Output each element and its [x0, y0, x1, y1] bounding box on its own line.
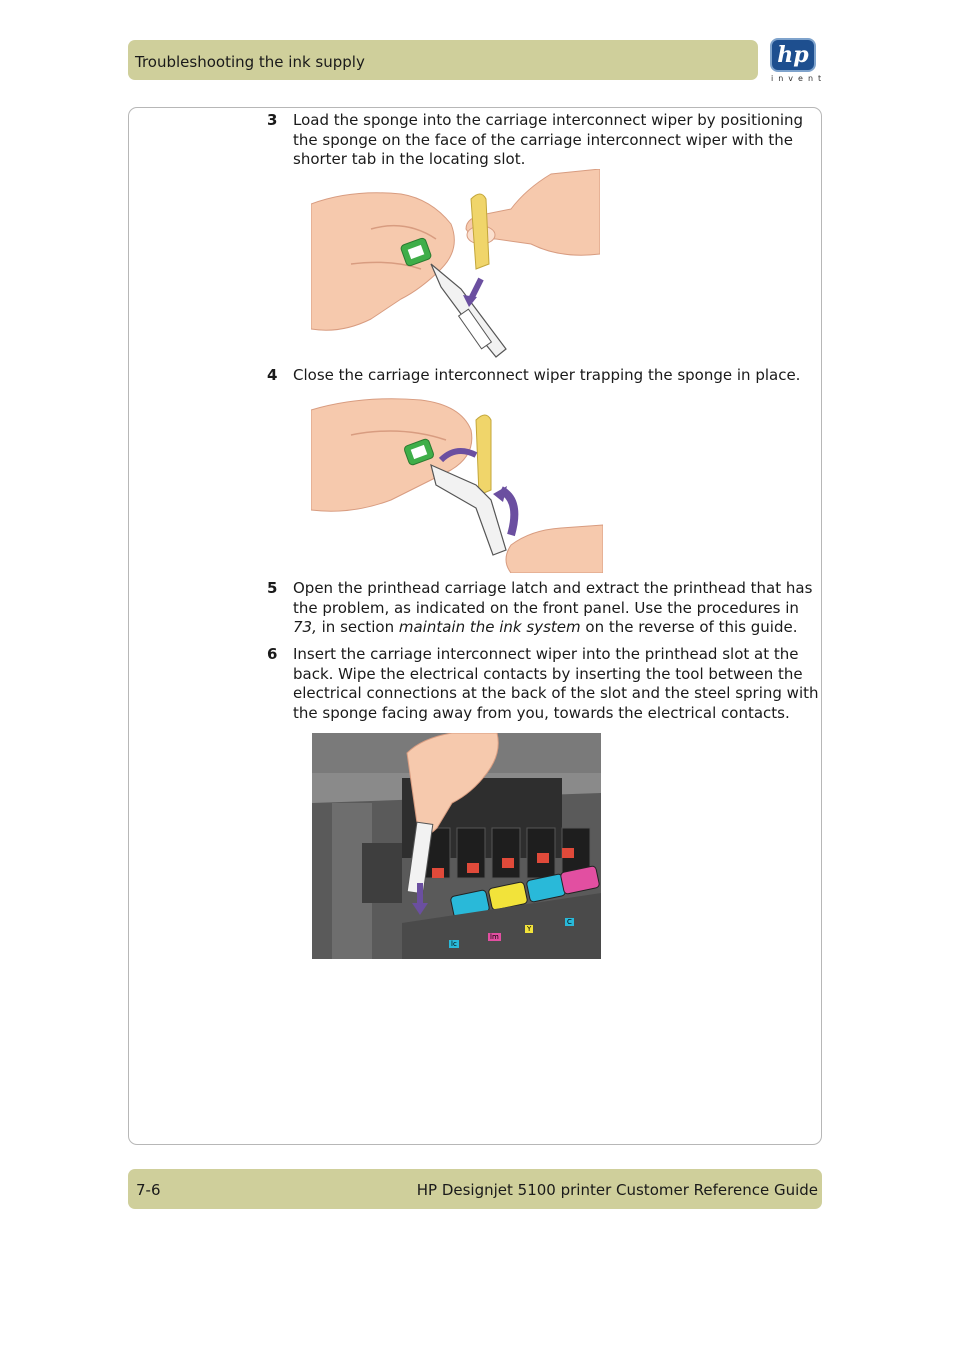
- guide-title: HP Designjet 5100 printer Customer Reference Guide: [416, 1181, 818, 1199]
- logo-tagline: invent: [771, 74, 827, 83]
- step-number: 6: [267, 645, 278, 663]
- figure-wipe-contacts: [312, 733, 601, 959]
- step-text: Close the carriage interconnect wiper trapping the sponge in place.: [293, 366, 801, 384]
- page-reference-link[interactable]: 73,: [293, 618, 317, 636]
- footer-bar: [128, 1169, 822, 1209]
- step-text: [293, 579, 819, 638]
- step-number: 5: [267, 579, 278, 597]
- header-bar: [128, 40, 758, 80]
- figure-load-sponge: [311, 169, 600, 359]
- hp-logo-icon: hp: [770, 38, 816, 72]
- hp-logo: [768, 38, 827, 84]
- page-number: 7-6: [136, 1181, 161, 1199]
- step-text: Insert the carriage interconnect wiper into the printhead slot at the back. Wipe the electrical contacts by inserting the tool between the electrical connections at the back of the slot and the steel spring with the sponge facing away from you, towards the electrical contacts.: [293, 645, 819, 722]
- step-text-part: in section: [316, 618, 399, 636]
- figure-close-wiper: [311, 390, 603, 573]
- step-number: 4: [267, 366, 278, 384]
- section-title: Troubleshooting the ink supply: [135, 53, 365, 71]
- color-label-lm: lm: [490, 933, 499, 941]
- color-label-y: Y: [527, 925, 532, 933]
- color-label-c: C: [567, 918, 572, 926]
- step-number: 3: [267, 111, 278, 129]
- step-text-part: on the reverse of this guide.: [580, 618, 798, 636]
- step-text-part: Open the printhead carriage latch and extract the printhead that has the problem, as indicated on the front panel. Use the procedures in: [293, 579, 813, 617]
- section-name: maintain the ink system: [398, 618, 581, 636]
- color-label-lc: lc: [451, 940, 457, 948]
- step-text: Load the sponge into the carriage interconnect wiper by positioning the sponge on the face of the carriage interconnect wiper with the shorter tab in the locating slot.: [293, 111, 804, 168]
